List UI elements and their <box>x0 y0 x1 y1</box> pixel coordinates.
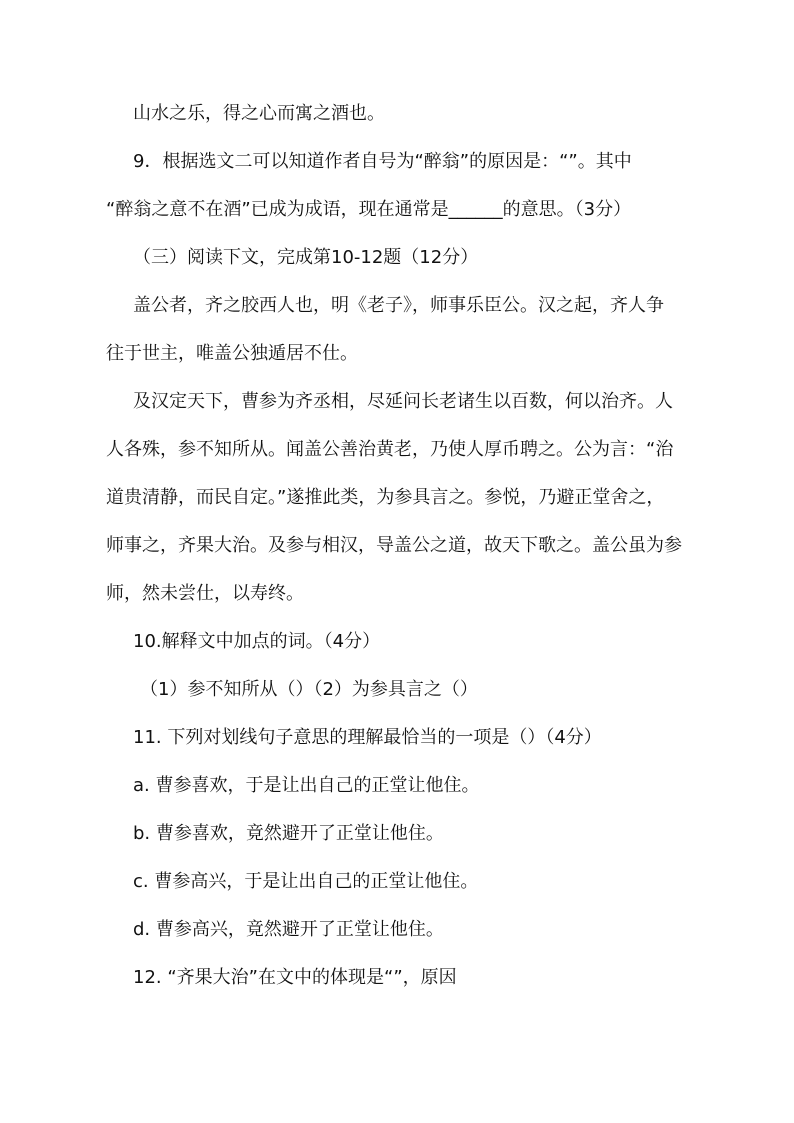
section-three-heading: （三）阅读下文，完成第10-12题（12分） <box>133 247 479 268</box>
question-9-line-1: 9．根据选文二可以知道作者自号为“醉翁”的原因是：“”。其中 <box>133 151 632 172</box>
passage-para-2-line-1: 及汉定天下，曹参为齐丞相，尽延问长老诸生以百数，何以治齐。人 <box>133 391 673 412</box>
option-b: b. 曹参喜欢，竟然避开了正堂让他住。 <box>133 823 444 844</box>
passage-para-1-line-1: 盖公者，齐之胶西人也，明《老子》，师事乐臣公。汉之起，齐人争 <box>133 295 664 316</box>
passage-para-2-line-4: 师事之，齐果大治。及参与相汉，导盖公之道，故天下歌之。盖公虽为参 <box>106 535 682 556</box>
question-10: 10.解释文中加点的词。（4分） <box>133 631 381 652</box>
passage-line-1: 山水之乐，得之心而寓之酒也。 <box>133 103 385 124</box>
question-12: 12. “齐果大治”在文中的体现是“”，原因 <box>133 967 457 988</box>
option-d: d. 曹参高兴，竟然避开了正堂让他住。 <box>133 919 444 940</box>
passage-para-1-line-2: 往于世主，唯盖公独遁居不仕。 <box>106 343 358 364</box>
passage-para-2-line-2: 人各殊，参不知所从。闻盖公善治黄老，乃使人厚币聘之。公为言：“治 <box>106 439 674 460</box>
question-9-line-2: “醉翁之意不在酒”已成为成语，现在通常是______的意思。（3分） <box>106 199 632 220</box>
question-10-items: （1）参不知所从（）（2）为参具言之（） <box>140 679 478 700</box>
option-c: c. 曹参高兴，于是让出自己的正堂让他住。 <box>133 871 479 892</box>
question-11: 11. 下列对划线句子意思的理解最恰当的一项是（）（4分） <box>133 727 602 748</box>
passage-para-2-line-5: 师，然未尝仕，以寿终。 <box>106 583 304 604</box>
option-a: a. 曹参喜欢，于是让出自己的正堂让他住。 <box>133 775 480 796</box>
passage-para-2-line-3: 道贵清静，而民自定。”遂推此类，为参具言之。参悦，乃避正堂舍之， <box>106 487 665 508</box>
